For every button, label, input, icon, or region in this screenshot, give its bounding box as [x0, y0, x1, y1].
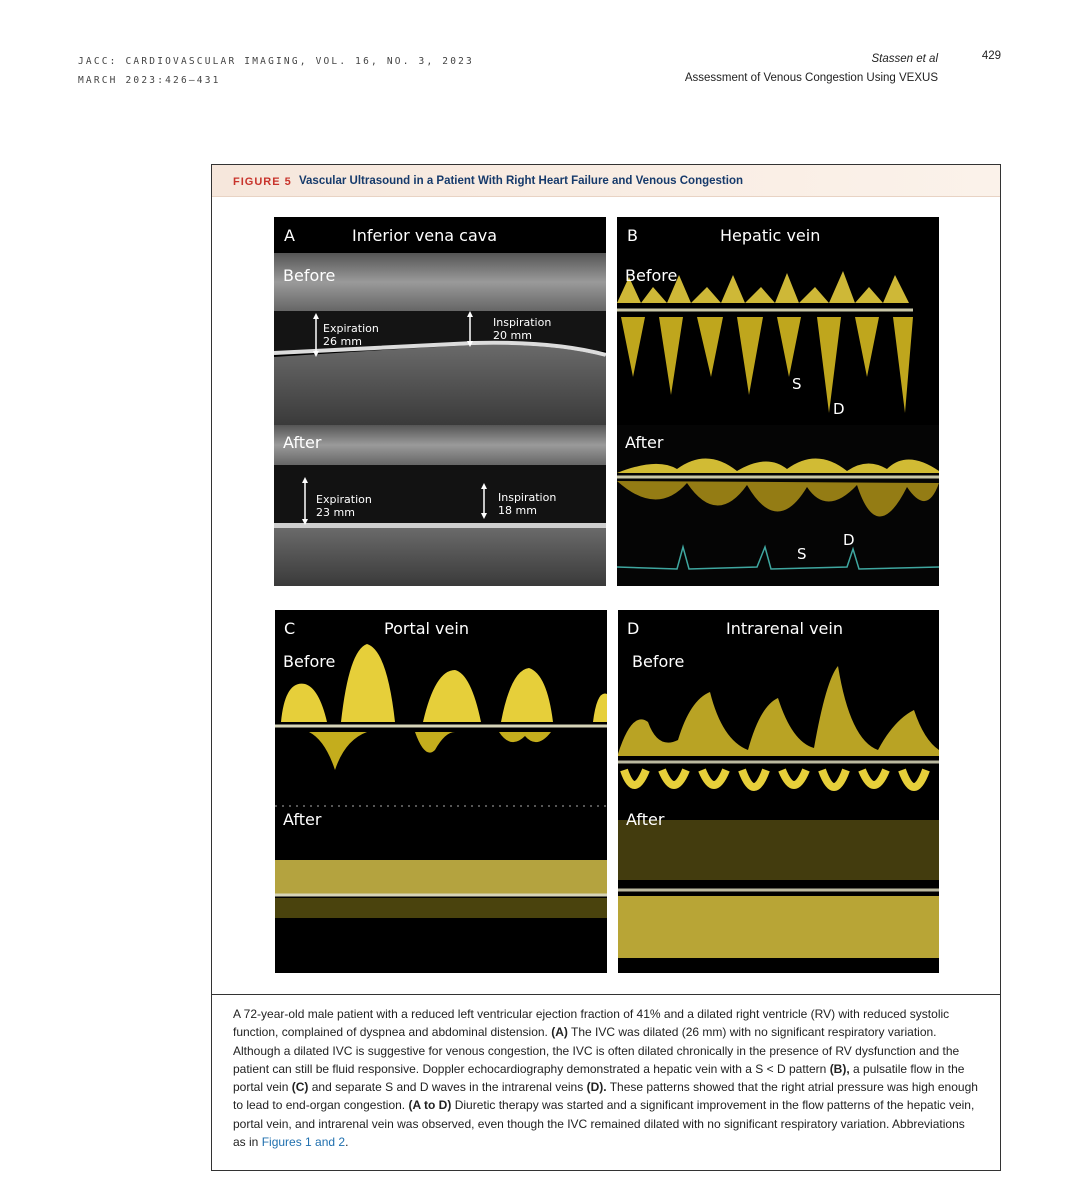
figures-link[interactable]: Figures 1 and 2	[261, 1135, 346, 1150]
panel-c-title: Portal vein	[384, 619, 469, 638]
panel-b-title: Hepatic vein	[720, 226, 821, 245]
panel-b-before-label: Before	[625, 266, 678, 285]
page-number: 429	[981, 50, 1001, 62]
panel-b-s-wave-before: S	[792, 375, 802, 393]
panel-b-d-wave-before: D	[833, 400, 845, 418]
panel-a-before-expiration: Expiration 26 mm	[323, 322, 379, 348]
panel-b-d-wave-after: D	[843, 531, 855, 549]
panel-a-letter: A	[284, 226, 295, 245]
panel-a-ivc	[274, 217, 606, 586]
panel-b-letter: B	[627, 226, 638, 245]
panel-d-before-label: Before	[632, 652, 685, 671]
running-header-right	[685, 50, 938, 88]
panel-d-letter: D	[627, 619, 640, 638]
panel-c-letter: C	[284, 619, 296, 638]
panel-a-title: Inferior vena cava	[352, 226, 498, 245]
panel-b-after-label: After	[625, 433, 664, 452]
panel-b-s-wave-after: S	[797, 545, 807, 563]
panel-b-hepatic	[617, 217, 939, 586]
panel-a-after-label: After	[283, 433, 322, 452]
panel-a-before-label: Before	[283, 266, 336, 285]
figure-box	[211, 164, 1001, 1171]
panel-d-intrarenal	[618, 610, 939, 973]
panel-c-before-label: Before	[283, 652, 336, 671]
journal-line: JACC: CARDIOVASCULAR IMAGING, VOL. 16, NO. 3, 2023	[78, 56, 474, 67]
panel-d-title: Intrarenal vein	[726, 619, 843, 638]
panel-c-after-label: After	[283, 810, 322, 829]
date-line: MARCH 2023:426–431	[78, 75, 221, 86]
panel-a-after-expiration: Expiration 23 mm	[316, 493, 372, 519]
running-header-left	[78, 52, 474, 90]
figure-label: FIGURE 5	[233, 176, 292, 188]
figure-title-bar	[212, 165, 1000, 197]
caption-divider	[212, 994, 1000, 995]
figure-caption: A 72-year-old male patient with a reduced left ventricular ejection fraction of 41% and a dilated right ventricle (RV) with reduced systolic function, complained of dyspnea and abdominal distension. (A) The IVC was dilated (26 mm) with no significant respiratory variation. Although a dilated IVC is suggestive for venous congestion, the IVC is often dilated chronically in the presence of RV dysfunction and the patient can still be fluid responsive. Doppler echocardiography demonstrated a hepatic vein with a S < D pattern (B), a pulsatile flow in the portal vein (C) and separate S and D waves in the intrarenal veins (D). These patterns showed that the right atrial pressure was high enough to lead to end-organ congestion. (A to D) Diuretic therapy was started and a significant improvement in the flow patterns of the hepatic vein, portal vein, and intrarenal vein was observed, even though the IVC remained dilated with no significant respiratory variation. Abbreviations as in Figures 1 and 2.	[233, 1007, 978, 1150]
panel-a-after-inspiration: Inspiration 18 mm	[498, 491, 557, 517]
figure-title: Vascular Ultrasound in a Patient With Right Heart Failure and Venous Congestion	[299, 175, 743, 187]
running-title: Assessment of Venous Congestion Using VEXUS	[684, 72, 938, 84]
panel-c-portal	[275, 610, 607, 973]
panel-a-before-inspiration: Inspiration 20 mm	[493, 316, 552, 342]
authors: Stassen et al	[871, 53, 938, 65]
panel-d-after-label: After	[626, 810, 665, 829]
